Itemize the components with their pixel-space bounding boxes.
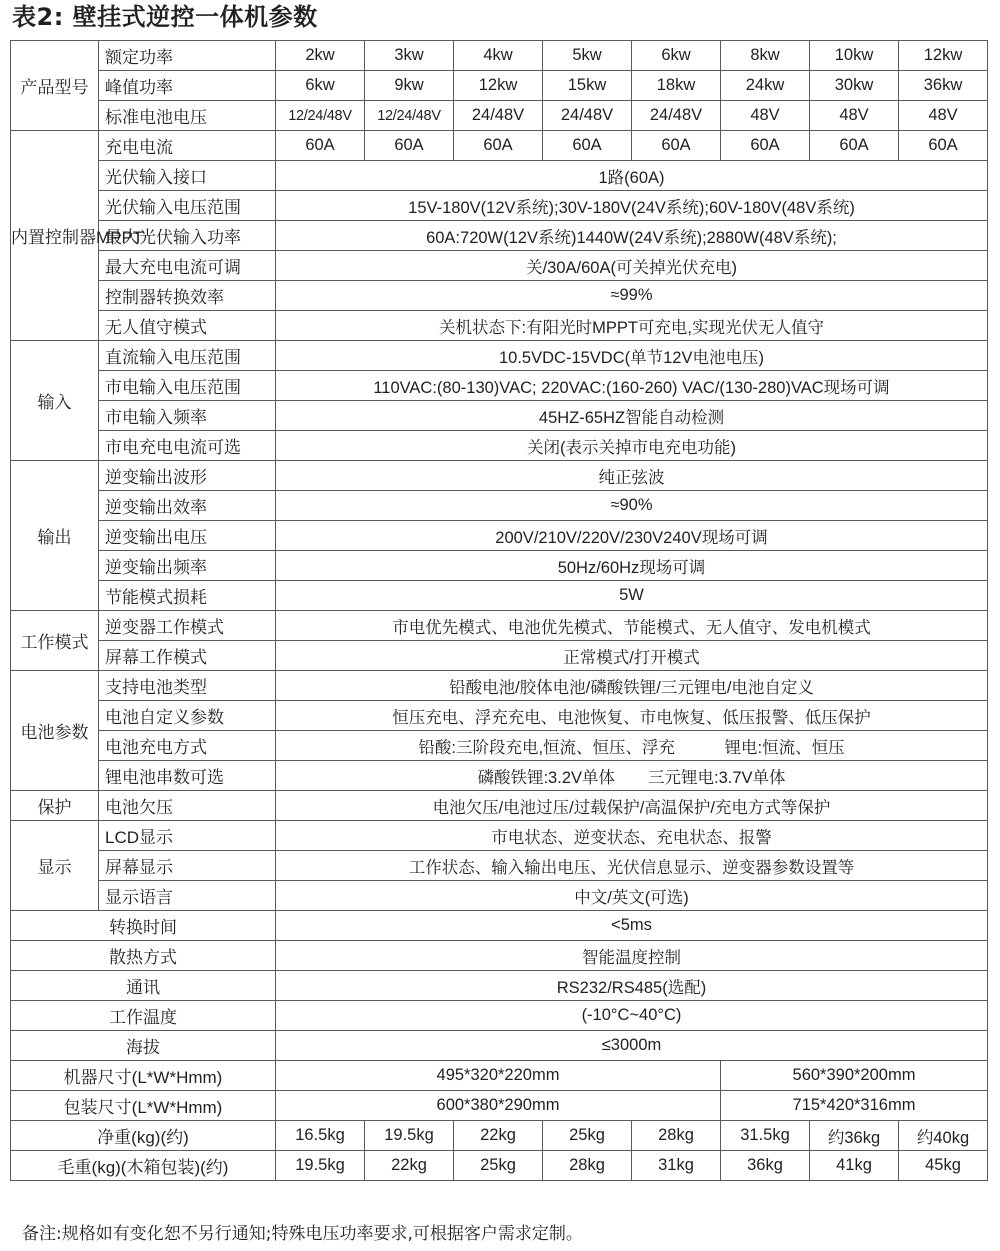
value-altitude: ≤3000m xyxy=(276,1031,988,1061)
row-label-rated-power: 额定功率 xyxy=(99,41,276,71)
cell-gross-weight: 41kg xyxy=(810,1151,899,1181)
cell-rated-power: 10kw xyxy=(810,41,899,71)
row-label-display-language: 显示语言 xyxy=(99,881,276,911)
cell-battery-voltage: 24/48V xyxy=(454,101,543,131)
value-machine-size-large: 560*390*200mm xyxy=(721,1061,988,1091)
cell-gross-weight: 31kg xyxy=(632,1151,721,1181)
table-row xyxy=(11,731,988,761)
value-mains-charge-current: 关闭(表示关掉市电充电功能) xyxy=(276,431,988,461)
cell-peak-power: 18kw xyxy=(632,71,721,101)
cell-net-weight: 约36kg xyxy=(810,1121,899,1151)
value-eco-loss: 5W xyxy=(276,581,988,611)
value-machine-size-small: 495*320*220mm xyxy=(276,1061,721,1091)
cell-battery-voltage: 12/24/48V xyxy=(276,101,365,131)
group-model: 产品型号 xyxy=(11,41,99,131)
cell-peak-power: 15kw xyxy=(543,71,632,101)
table-row xyxy=(11,1001,988,1031)
table-row xyxy=(11,1031,988,1061)
table-row xyxy=(11,521,988,551)
table-row xyxy=(11,941,988,971)
page-title: 表2: 壁挂式逆控一体机参数 xyxy=(12,3,318,31)
row-label-inverter-efficiency: 逆变输出效率 xyxy=(99,491,276,521)
table-row xyxy=(11,131,988,161)
cell-peak-power: 36kw xyxy=(899,71,988,101)
cell-net-weight: 16.5kg xyxy=(276,1121,365,1151)
cell-net-weight: 28kg xyxy=(632,1121,721,1151)
table-row xyxy=(11,41,988,71)
row-label-net-weight: 净重(kg)(约) xyxy=(11,1121,276,1151)
value-inverter-work-mode: 市电优先模式、电池优先模式、节能模式、无人值守、发电机模式 xyxy=(276,611,988,641)
cell-charge-current: 60A xyxy=(276,131,365,161)
table-row xyxy=(11,71,988,101)
row-label-charge-current: 充电电流 xyxy=(99,131,276,161)
cell-peak-power: 9kw xyxy=(365,71,454,101)
value-mains-frequency: 45HZ-65HZ智能自动检测 xyxy=(276,401,988,431)
spec-table xyxy=(10,40,988,1181)
table-row xyxy=(11,1061,988,1091)
row-label-cooling: 散热方式 xyxy=(11,941,276,971)
row-label-unattended-mode: 无人值守模式 xyxy=(99,311,276,341)
cell-charge-current: 60A xyxy=(632,131,721,161)
value-max-charge-current: 关/30A/60A(可关掉光伏充电) xyxy=(276,251,988,281)
table-row xyxy=(11,221,988,251)
row-label-controller-efficiency: 控制器转换效率 xyxy=(99,281,276,311)
value-screen-display: 工作状态、输入输出电压、光伏信息显示、逆变器参数设置等 xyxy=(276,851,988,881)
value-screen-work-mode: 正常模式/打开模式 xyxy=(276,641,988,671)
value-pv-voltage-range: 15V-180V(12V系统);30V-180V(24V系统);60V-180V(48V系统) xyxy=(276,191,988,221)
cell-gross-weight: 25kg xyxy=(454,1151,543,1181)
cell-battery-voltage: 24/48V xyxy=(543,101,632,131)
row-label-inverter-voltage: 逆变输出电压 xyxy=(99,521,276,551)
row-label-lithium-series: 锂电池串数可选 xyxy=(99,761,276,791)
cell-rated-power: 2kw xyxy=(276,41,365,71)
row-label-mains-frequency: 市电输入频率 xyxy=(99,401,276,431)
value-cooling: 智能温度控制 xyxy=(276,941,988,971)
cell-battery-voltage: 48V xyxy=(899,101,988,131)
table-row xyxy=(11,461,988,491)
group-battery: 电池参数 xyxy=(11,671,99,791)
cell-charge-current: 60A xyxy=(365,131,454,161)
row-label-battery-charge-method: 电池充电方式 xyxy=(99,731,276,761)
value-unattended-mode: 关机状态下:有阳光时MPPT可充电,实现光伏无人值守 xyxy=(276,311,988,341)
cell-peak-power: 12kw xyxy=(454,71,543,101)
group-mppt: 内置控制器MPPT xyxy=(11,131,99,341)
table-row xyxy=(11,821,988,851)
row-label-mains-input-range: 市电输入电压范围 xyxy=(99,371,276,401)
value-pv-port: 1路(60A) xyxy=(276,161,988,191)
cell-net-weight: 约40kg xyxy=(899,1121,988,1151)
value-mains-input-range: 110VAC:(80-130)VAC; 220VAC:(160-260) VAC/(130-280)VAC现场可调 xyxy=(276,371,988,401)
cell-charge-current: 60A xyxy=(454,131,543,161)
table-row xyxy=(11,671,988,701)
table-row xyxy=(11,431,988,461)
table-row xyxy=(11,251,988,281)
row-label-eco-loss: 节能模式损耗 xyxy=(99,581,276,611)
table-row xyxy=(11,581,988,611)
table-row xyxy=(11,311,988,341)
table-row xyxy=(11,371,988,401)
value-battery-undervoltage: 电池欠压/电池过压/过载保护/高温保护/充电方式等保护 xyxy=(276,791,988,821)
row-label-inverter-frequency: 逆变输出频率 xyxy=(99,551,276,581)
row-label-communication: 通讯 xyxy=(11,971,276,1001)
row-label-working-temperature: 工作温度 xyxy=(11,1001,276,1031)
cell-rated-power: 12kw xyxy=(899,41,988,71)
row-label-inverter-work-mode: 逆变器工作模式 xyxy=(99,611,276,641)
table-row xyxy=(11,971,988,1001)
row-label-std-battery-voltage: 标准电池电压 xyxy=(99,101,276,131)
row-label-lcd-display: LCD显示 xyxy=(99,821,276,851)
table-row xyxy=(11,1151,988,1181)
value-max-pv-power: 60A:720W(12V系统)1440W(24V系统);2880W(48V系统); xyxy=(276,221,988,251)
cell-gross-weight: 45kg xyxy=(899,1151,988,1181)
group-protection: 保护 xyxy=(11,791,99,821)
row-label-gross-weight: 毛重(kg)(木箱包装)(约) xyxy=(11,1151,276,1181)
table-row xyxy=(11,191,988,221)
row-label-transfer-time: 转换时间 xyxy=(11,911,276,941)
table-row xyxy=(11,881,988,911)
row-label-battery-undervoltage: 电池欠压 xyxy=(99,791,276,821)
cell-rated-power: 8kw xyxy=(721,41,810,71)
value-battery-charge-method: 铅酸:三阶段充电,恒流、恒压、浮充 锂电:恒流、恒压 xyxy=(276,731,988,761)
cell-peak-power: 6kw xyxy=(276,71,365,101)
cell-peak-power: 30kw xyxy=(810,71,899,101)
cell-rated-power: 5kw xyxy=(543,41,632,71)
group-input: 输入 xyxy=(11,341,99,461)
row-label-dc-input-range: 直流输入电压范围 xyxy=(99,341,276,371)
value-display-language: 中文/英文(可选) xyxy=(276,881,988,911)
row-label-inverter-waveform: 逆变输出波形 xyxy=(99,461,276,491)
row-label-pv-port: 光伏输入接口 xyxy=(99,161,276,191)
cell-charge-current: 60A xyxy=(543,131,632,161)
table-row xyxy=(11,641,988,671)
table-row xyxy=(11,851,988,881)
cell-battery-voltage: 48V xyxy=(810,101,899,131)
value-inverter-waveform: 纯正弦波 xyxy=(276,461,988,491)
cell-rated-power: 3kw xyxy=(365,41,454,71)
table-row xyxy=(11,701,988,731)
value-package-size-small: 600*380*290mm xyxy=(276,1091,721,1121)
value-controller-efficiency: ≈99% xyxy=(276,281,988,311)
value-dc-input-range: 10.5VDC-15VDC(单节12V电池电压) xyxy=(276,341,988,371)
row-label-screen-display: 屏幕显示 xyxy=(99,851,276,881)
value-transfer-time: <5ms xyxy=(276,911,988,941)
row-label-peak-power: 峰值功率 xyxy=(99,71,276,101)
table-row xyxy=(11,401,988,431)
table-row xyxy=(11,161,988,191)
table-row xyxy=(11,1091,988,1121)
cell-net-weight: 22kg xyxy=(454,1121,543,1151)
value-battery-custom-params: 恒压充电、浮充充电、电池恢复、市电恢复、低压报警、低压保护 xyxy=(276,701,988,731)
value-inverter-voltage: 200V/210V/220V/230V240V现场可调 xyxy=(276,521,988,551)
table-row xyxy=(11,491,988,521)
group-display: 显示 xyxy=(11,821,99,911)
cell-gross-weight: 19.5kg xyxy=(276,1151,365,1181)
table-row xyxy=(11,911,988,941)
row-label-max-pv-power: 最大光伏输入功率 xyxy=(99,221,276,251)
cell-charge-current: 60A xyxy=(899,131,988,161)
table-row xyxy=(11,551,988,581)
cell-rated-power: 6kw xyxy=(632,41,721,71)
row-label-battery-types: 支持电池类型 xyxy=(99,671,276,701)
cell-gross-weight: 28kg xyxy=(543,1151,632,1181)
row-label-mains-charge-current: 市电充电电流可选 xyxy=(99,431,276,461)
cell-net-weight: 19.5kg xyxy=(365,1121,454,1151)
table-row xyxy=(11,791,988,821)
cell-battery-voltage: 12/24/48V xyxy=(365,101,454,131)
table-row xyxy=(11,1121,988,1151)
value-lithium-series: 磷酸铁锂:3.2V单体 三元锂电:3.7V单体 xyxy=(276,761,988,791)
value-working-temperature: (-10°C~40°C) xyxy=(276,1001,988,1031)
group-output: 输出 xyxy=(11,461,99,611)
cell-charge-current: 60A xyxy=(721,131,810,161)
cell-battery-voltage: 24/48V xyxy=(632,101,721,131)
cell-charge-current: 60A xyxy=(810,131,899,161)
cell-gross-weight: 36kg xyxy=(721,1151,810,1181)
table-row xyxy=(11,341,988,371)
cell-gross-weight: 22kg xyxy=(365,1151,454,1181)
footnote: 备注:规格如有变化恕不另行通知;特殊电压功率要求,可根据客户需求定制。 xyxy=(22,1224,583,1244)
cell-battery-voltage: 48V xyxy=(721,101,810,131)
value-package-size-large: 715*420*316mm xyxy=(721,1091,988,1121)
cell-rated-power: 4kw xyxy=(454,41,543,71)
table-row xyxy=(11,101,988,131)
cell-net-weight: 25kg xyxy=(543,1121,632,1151)
group-work-mode: 工作模式 xyxy=(11,611,99,671)
row-label-battery-custom-params: 电池自定义参数 xyxy=(99,701,276,731)
value-inverter-frequency: 50Hz/60Hz现场可调 xyxy=(276,551,988,581)
table-row xyxy=(11,611,988,641)
value-inverter-efficiency: ≈90% xyxy=(276,491,988,521)
row-label-package-size: 包装尺寸(L*W*Hmm) xyxy=(11,1091,276,1121)
value-communication: RS232/RS485(选配) xyxy=(276,971,988,1001)
row-label-machine-size: 机器尺寸(L*W*Hmm) xyxy=(11,1061,276,1091)
value-battery-types: 铅酸电池/胶体电池/磷酸铁锂/三元锂电/电池自定义 xyxy=(276,671,988,701)
table-row xyxy=(11,281,988,311)
cell-net-weight: 31.5kg xyxy=(721,1121,810,1151)
row-label-altitude: 海拔 xyxy=(11,1031,276,1061)
cell-peak-power: 24kw xyxy=(721,71,810,101)
value-lcd-display: 市电状态、逆变状态、充电状态、报警 xyxy=(276,821,988,851)
row-label-max-charge-current: 最大充电电流可调 xyxy=(99,251,276,281)
table-row xyxy=(11,761,988,791)
row-label-pv-voltage-range: 光伏输入电压范围 xyxy=(99,191,276,221)
row-label-screen-work-mode: 屏幕工作模式 xyxy=(99,641,276,671)
